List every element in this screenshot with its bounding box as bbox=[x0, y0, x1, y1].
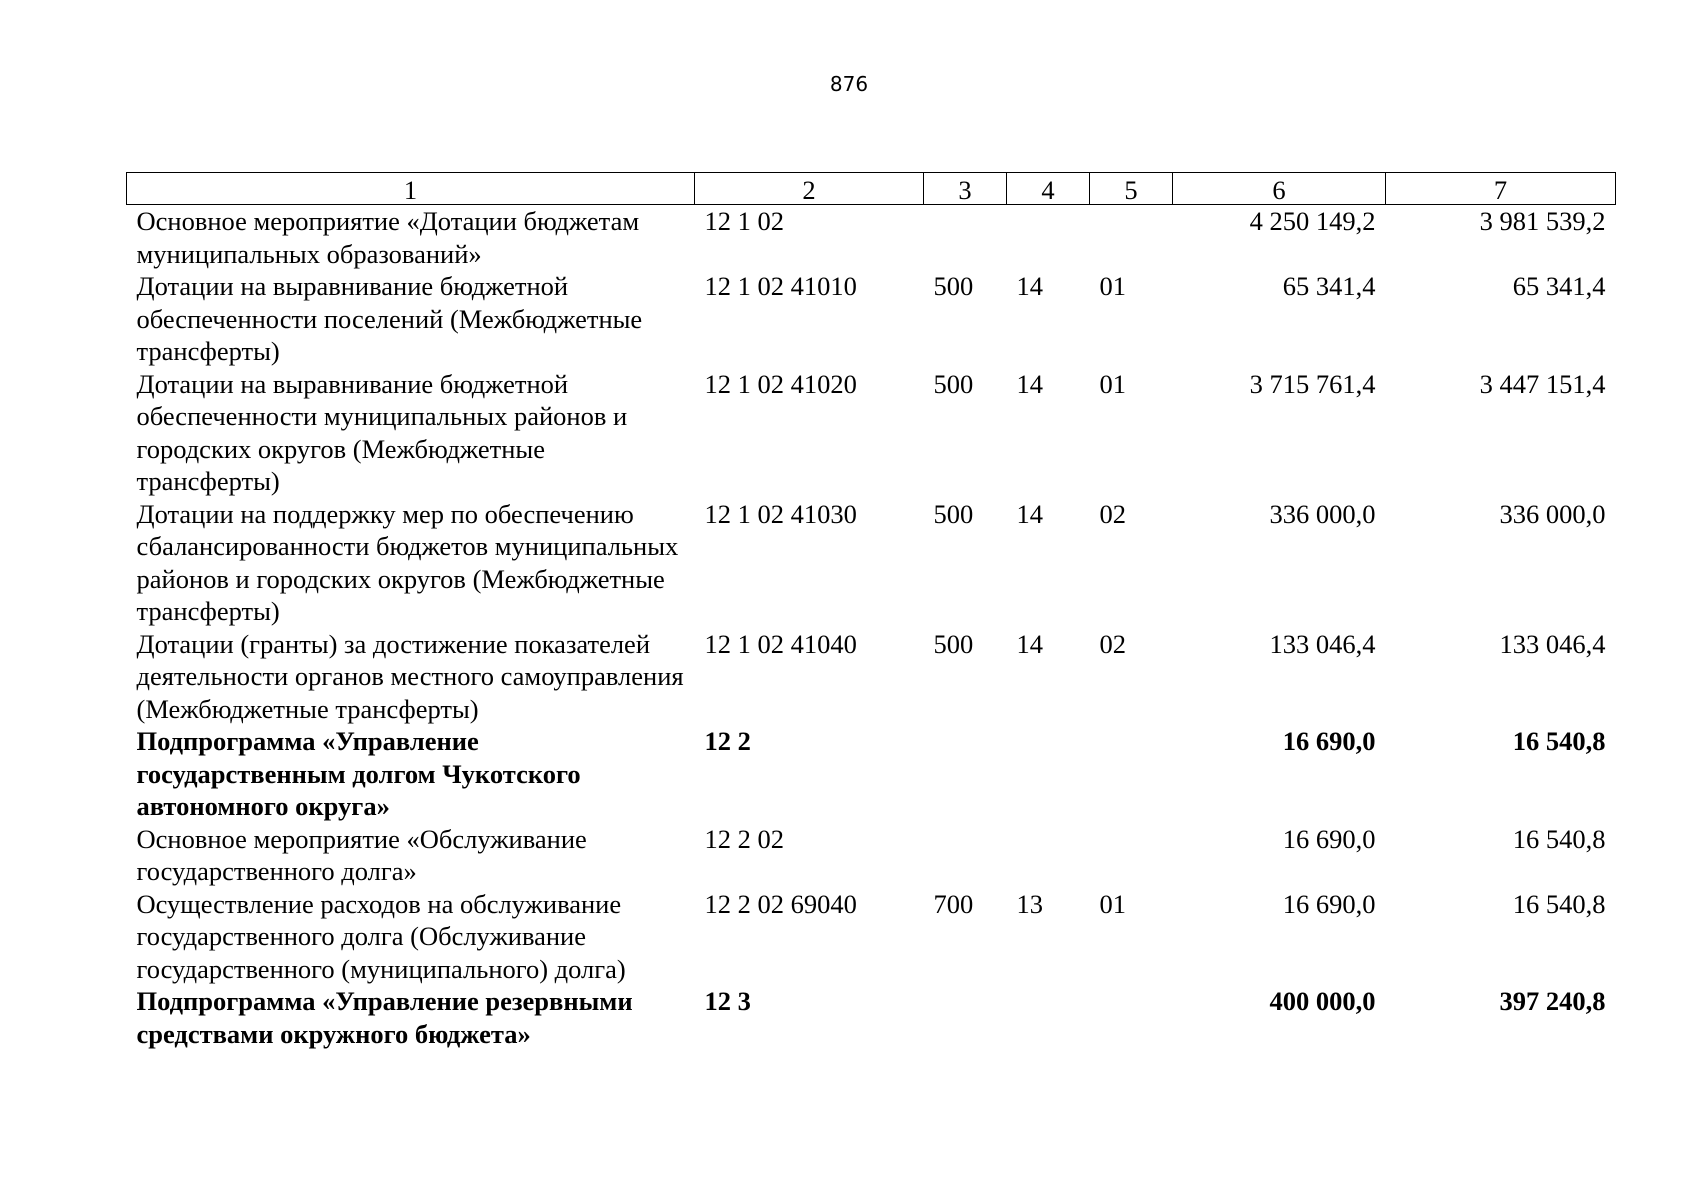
row-code: 12 2 02 bbox=[704, 823, 784, 854]
table-row-subprogram bbox=[127, 985, 1616, 1050]
row-name: Подпрограмма «Управление резервными средствами окружного бюджета» bbox=[136, 986, 633, 1049]
row-value-6: 16 690,0 bbox=[1282, 888, 1376, 919]
row-value-6: 65 341,4 bbox=[1282, 271, 1376, 301]
row-col-3 bbox=[924, 725, 1007, 823]
row-value-7: 16 540,8 bbox=[1512, 888, 1606, 919]
row-value-7: 3 447 151,4 bbox=[1479, 368, 1606, 399]
row-name: Дотации на поддержку мер по обеспечению сбалансированности бюджетов муниципальных районов и городских округов (Межбюджетные трансферты) bbox=[136, 498, 679, 626]
budget-table bbox=[126, 172, 1616, 1050]
row-value-7: 133 046,4 bbox=[1499, 628, 1606, 659]
table-row bbox=[127, 888, 1616, 986]
row-name: Дотации на выравнивание бюджетной обеспеченности поселений (Межбюджетные трансферты) bbox=[136, 271, 643, 366]
row-col-5 bbox=[1090, 725, 1173, 823]
row-code: 12 1 02 bbox=[704, 206, 784, 236]
row-col-3: 700 bbox=[933, 888, 974, 919]
row-code: 12 1 02 41040 bbox=[704, 628, 857, 659]
row-value-6: 133 046,4 bbox=[1269, 628, 1376, 659]
row-value-6: 4 250 149,2 bbox=[1249, 206, 1376, 236]
row-col-4: 14 bbox=[1016, 271, 1043, 301]
row-value-7: 397 240,8 bbox=[1499, 986, 1606, 1016]
row-name: Основное мероприятие «Дотации бюджетам муниципальных образований» bbox=[136, 206, 640, 269]
row-code: 12 3 bbox=[704, 986, 751, 1016]
row-value-7: 65 341,4 bbox=[1512, 271, 1606, 301]
row-code: 12 1 02 41010 bbox=[704, 271, 857, 301]
row-name: Основное мероприятие «Обслуживание государственного долга» bbox=[136, 823, 587, 886]
page-number: 876 bbox=[829, 72, 869, 96]
row-value-7: 16 540,8 bbox=[1512, 726, 1606, 756]
table-header-row bbox=[127, 173, 1616, 205]
table-row bbox=[127, 205, 1616, 271]
row-col-5: 01 bbox=[1099, 271, 1126, 301]
row-col-5 bbox=[1090, 205, 1173, 271]
row-col-3: 500 bbox=[933, 628, 974, 659]
row-col-3: 500 bbox=[933, 498, 974, 529]
row-code: 12 2 bbox=[704, 726, 751, 756]
row-value-7: 336 000,0 bbox=[1499, 498, 1606, 529]
row-name: Осуществление расходов на обслуживание государственного долга (Обслуживание государственного (муниципального) долга) bbox=[136, 888, 626, 984]
row-col-4: 14 bbox=[1016, 628, 1043, 659]
row-name: Дотации на выравнивание бюджетной обеспеченности муниципальных районов и городских округов (Межбюджетные трансферты) bbox=[136, 368, 628, 496]
row-code: 12 1 02 41030 bbox=[704, 498, 857, 529]
table-row bbox=[127, 368, 1616, 498]
row-value-7: 3 981 539,2 bbox=[1479, 206, 1606, 236]
row-col-4: 14 bbox=[1016, 498, 1043, 529]
row-col-5 bbox=[1090, 823, 1173, 888]
row-name: Дотации (гранты) за достижение показателей деятельности органов местного самоуправления (Межбюджетные трансферты) bbox=[136, 628, 684, 724]
column-header-2: 2 bbox=[695, 173, 924, 205]
row-col-3 bbox=[924, 205, 1007, 271]
row-value-6: 16 690,0 bbox=[1282, 823, 1376, 854]
row-col-3 bbox=[924, 985, 1007, 1050]
row-code: 12 1 02 41020 bbox=[704, 368, 857, 399]
table-row bbox=[127, 270, 1616, 368]
column-header-5: 5 bbox=[1090, 173, 1173, 205]
row-col-4 bbox=[1007, 985, 1090, 1050]
row-value-6: 16 690,0 bbox=[1282, 726, 1376, 756]
row-name: Подпрограмма «Управление государственным долгом Чукотского автономного округа» bbox=[136, 726, 581, 821]
table-row bbox=[127, 823, 1616, 888]
row-col-3: 500 bbox=[933, 271, 974, 301]
row-col-3: 500 bbox=[933, 368, 974, 399]
row-col-4: 14 bbox=[1016, 368, 1043, 399]
row-col-3 bbox=[924, 823, 1007, 888]
row-col-5: 02 bbox=[1099, 628, 1126, 659]
row-value-6: 3 715 761,4 bbox=[1249, 368, 1376, 399]
row-col-5 bbox=[1090, 985, 1173, 1050]
row-col-4: 13 bbox=[1016, 888, 1043, 919]
row-value-7: 16 540,8 bbox=[1512, 823, 1606, 854]
row-col-4 bbox=[1007, 823, 1090, 888]
column-header-7: 7 bbox=[1386, 173, 1616, 205]
column-header-1: 1 bbox=[127, 173, 695, 205]
column-header-3: 3 bbox=[924, 173, 1007, 205]
column-header-4: 4 bbox=[1007, 173, 1090, 205]
table-row-subprogram bbox=[127, 725, 1616, 823]
row-value-6: 400 000,0 bbox=[1269, 986, 1376, 1016]
row-col-4 bbox=[1007, 205, 1090, 271]
table-row bbox=[127, 628, 1616, 726]
row-col-4 bbox=[1007, 725, 1090, 823]
row-value-6: 336 000,0 bbox=[1269, 498, 1376, 529]
table-row bbox=[127, 498, 1616, 628]
row-col-5: 01 bbox=[1099, 888, 1126, 919]
column-header-6: 6 bbox=[1173, 173, 1386, 205]
row-col-5: 01 bbox=[1099, 368, 1126, 399]
row-col-5: 02 bbox=[1099, 498, 1126, 529]
row-code: 12 2 02 69040 bbox=[704, 888, 857, 919]
